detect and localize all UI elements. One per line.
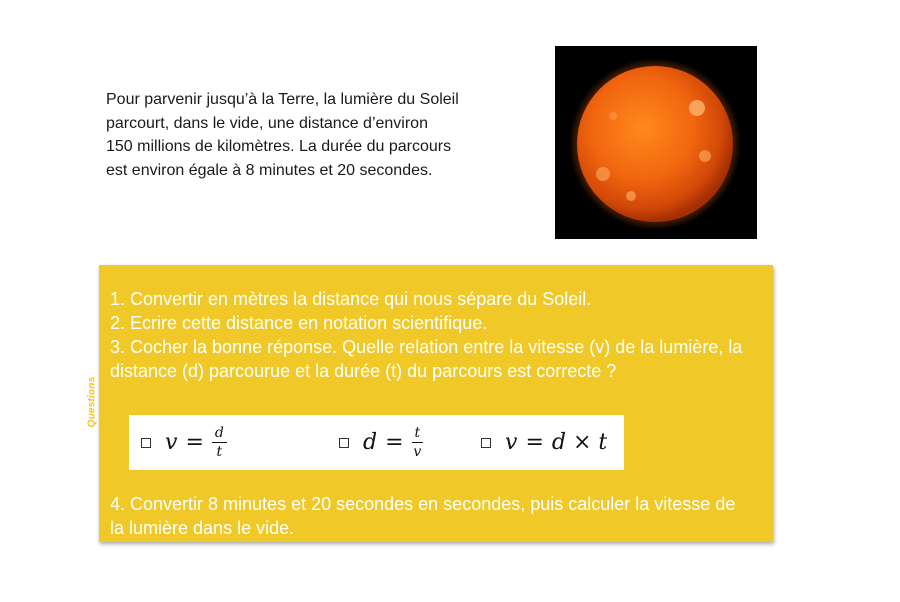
fraction-numerator: t (412, 425, 424, 443)
formula-lhs: v (505, 430, 518, 455)
choice-d-equals-t-over-v[interactable] (339, 415, 423, 470)
formula-operator: = (385, 430, 404, 455)
questions-side-label: Questions (86, 376, 98, 428)
sun-image (555, 46, 757, 239)
choice-v-equals-d-times-t[interactable] (481, 415, 607, 470)
fraction-denominator: t (216, 444, 223, 460)
sun-illustration (555, 46, 757, 239)
answer-choices (129, 415, 624, 470)
formula-lhs: d (363, 430, 378, 455)
formula-rhs: d × t (551, 430, 608, 455)
formula (165, 425, 227, 460)
intro-line: 150 millions de kilomètres. La durée du parcours (106, 138, 452, 155)
intro-line: Pour parvenir jusqu’à la Terre, la lumière du Soleil (106, 91, 459, 108)
checkbox[interactable] (141, 438, 151, 448)
question-4: 4. Convertir 8 minutes et 20 secondes en secondes, puis calculer la vitesse de la lumière dans le vide. (110, 494, 736, 538)
intro-line: est environ égale à 8 minutes et 20 secondes. (106, 161, 433, 179)
intro-line: parcourt, dans le vide, une distance d’environ (106, 114, 428, 132)
formula-operator: = (185, 430, 204, 455)
choice-v-equals-d-over-t[interactable] (141, 415, 227, 470)
fraction-numerator: d (212, 425, 227, 443)
question-2: 2. Ecrire cette distance en notation scientifique. (110, 313, 488, 333)
checkbox[interactable] (339, 438, 349, 448)
formula-lhs: v (165, 430, 178, 455)
questions-list (110, 287, 750, 383)
fraction (412, 425, 424, 460)
intro-paragraph (106, 88, 526, 182)
formula (363, 425, 423, 460)
question-1: 1. Convertir en mètres la distance qui nous sépare du Soleil. (110, 289, 592, 309)
fraction (212, 425, 227, 460)
formula (505, 430, 607, 455)
question-3: 3. Cocher la bonne réponse. Quelle relation entre la vitesse (v) de la lumière, la distance (d) parcourue et la durée (t) du parcours est correcte ? (110, 337, 743, 381)
checkbox[interactable] (481, 438, 491, 448)
fraction-denominator: v (413, 444, 422, 460)
formula-operator: = (525, 430, 544, 455)
